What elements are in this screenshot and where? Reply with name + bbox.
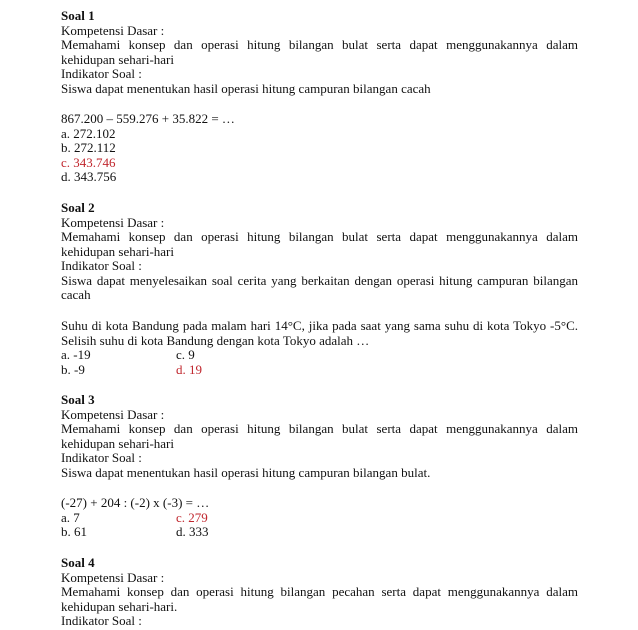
question-2-option-b: b. -9 <box>61 361 85 377</box>
question-1-indicator-label: Indikator Soal : <box>61 66 142 81</box>
question-4-kd-text: Memahami konsep dan operasi hitung bilangan pecahan serta dapat menggunakannya dalam kehidupan sehari-hari. <box>61 584 578 614</box>
question-2-kd-text: Memahami konsep dan operasi hitung bilangan bulat serta dapat menggunakannya dalam kehidupan sehari-hari <box>61 229 578 259</box>
question-3-option-c: c. 279 <box>176 509 208 525</box>
question-3-title: Soal 3 <box>61 392 95 407</box>
question-1-option-a: a. 272.102 <box>61 125 116 141</box>
question-3-kd-text: Memahami konsep dan operasi hitung bilangan bulat serta dapat menggunakannya dalam kehidupan sehari-hari <box>61 421 578 451</box>
question-3-option-a: a. 7 <box>61 509 80 525</box>
question-2-indicator-label: Indikator Soal : <box>61 258 142 273</box>
question-3-indicator-label: Indikator Soal : <box>61 450 142 465</box>
question-1-option-b: b. 272.112 <box>61 140 116 155</box>
question-3-text: (-27) + 204 : (-2) x (-3) = … <box>61 495 210 510</box>
question-1-option-d: d. 343.756 <box>61 169 117 184</box>
question-2-indicator-text: Siswa dapat menyelesaikan soal cerita yang berkaitan dengan operasi hitung campuran bilangan cacah <box>61 272 578 302</box>
question-1-indicator-text: Siswa dapat menentukan hasil operasi hitung campuran bilangan cacah <box>61 80 431 96</box>
question-2 <box>61 201 578 303</box>
question-2-option-a: a. -19 <box>61 347 91 362</box>
question-3-kd-label: Kompetensi Dasar : <box>61 406 165 422</box>
question-2-options-row-2 <box>61 363 578 378</box>
question-4-title: Soal 4 <box>61 555 95 570</box>
question-1-text: 867.200 – 559.276 + 35.822 = … <box>61 111 235 126</box>
question-3-options-row-2 <box>61 525 578 540</box>
question-3-option-d: d. 333 <box>176 524 209 539</box>
question-3-indicator-text: Siswa dapat menentukan hasil operasi hitung campuran bilangan bulat. <box>61 464 431 480</box>
question-1-kd-text: Memahami konsep dan operasi hitung bilangan bulat serta dapat menggunakannya dalam kehidupan sehari-hari <box>61 37 578 67</box>
question-3-option-b: b. 61 <box>61 524 87 539</box>
question-2-kd-label: Kompetensi Dasar : <box>61 214 165 230</box>
question-4-kd-label: Kompetensi Dasar : <box>61 569 165 585</box>
question-1-title: Soal 1 <box>61 8 95 23</box>
question-2-title: Soal 2 <box>61 200 95 215</box>
question-2-options-row-1 <box>61 348 578 363</box>
question-3-options-row-1 <box>61 511 578 526</box>
question-1-option-c: c. 343.746 <box>61 154 116 170</box>
question-1-kd-label: Kompetensi Dasar : <box>61 22 165 38</box>
question-4-indicator-label: Indikator Soal : <box>61 613 142 628</box>
question-1-body <box>61 112 578 185</box>
question-2-body <box>61 319 578 377</box>
question-4 <box>61 556 578 629</box>
question-3-body <box>61 496 578 540</box>
question-2-option-d: d. 19 <box>176 361 202 377</box>
question-1 <box>61 9 578 96</box>
question-2-text: Suhu di kota Bandung pada malam hari 14°C, jika pada saat yang sama suhu di kota Tokyo -5°C. Selisih suhu di kota Bandung dengan kota Tokyo adalah … <box>61 318 578 348</box>
question-2-option-c: c. 9 <box>176 347 195 362</box>
question-3 <box>61 393 578 480</box>
